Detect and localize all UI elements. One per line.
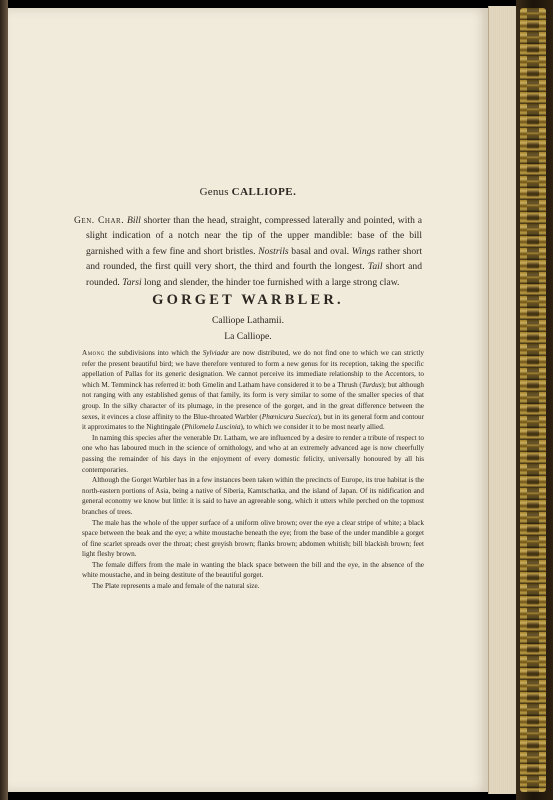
paragraph-classification xyxy=(82,348,424,433)
gen-char-label: Gen. Char. xyxy=(74,215,125,226)
species-title: GORGET WARBLER. xyxy=(152,292,344,308)
paragraph-dedication: In naming this species after the venerable Dr. Latham, we are influenced by a desire to render a tribute of respect to one who has laboured much in the science of ornithology, and who at an extremely advanced age is now cheerfully passing the remainder of his days in the enjoyment of every domestic felicity, universally honoured by all his contemporaries. xyxy=(82,433,424,474)
scientific-name: Calliope Lathamii. xyxy=(212,315,284,326)
paragraph-text: ); but although not ranging with any established genus of that family, its form is very similar to some of the smaller species of that group. In the silky character of its plumage, in the presence of the gorget, and in the great difference between the sexes, it evinces a close affinity to the Blue-throated Warbler ( xyxy=(82,380,424,421)
gen-char-term-tarsi: Tarsi xyxy=(122,276,142,288)
paragraph-plate-note: The Plate represents a male and female of the natural size. xyxy=(92,582,260,591)
body-text xyxy=(82,348,424,592)
taxon-name: Turdus xyxy=(361,380,382,389)
gen-char-text: basal and oval. xyxy=(288,245,352,257)
gen-char-term-wings: Wings xyxy=(351,245,376,257)
taxon-name: Sylviadæ xyxy=(202,349,229,357)
genus-heading xyxy=(8,186,488,198)
gen-char-term-tail: Tail xyxy=(367,261,383,273)
taxon-name: Philomela Luscinia xyxy=(184,423,241,432)
gen-char-text: long and slender, the hinder toe furnished with a large strong claw. xyxy=(141,276,400,288)
paragraph-lead-word: Among xyxy=(82,349,105,357)
left-page-edge xyxy=(0,0,8,800)
paragraph-female-description: The female differs from the male in wanting the black space between the bill and the eye, in the absence of the white moustache, and in being destitute of the beautiful gorget. xyxy=(82,560,424,580)
generic-character xyxy=(74,213,422,290)
genus-prefix: Genus xyxy=(199,186,229,198)
book-page xyxy=(8,8,488,792)
taxon-name: Phœnicura Suecica xyxy=(261,412,318,421)
gilt-pattern xyxy=(527,8,539,792)
page-stack-edges xyxy=(488,6,517,794)
gen-char-text: rather short and rounded, the first quill very short, the third and fourth the longest. xyxy=(86,245,423,273)
paragraph-text: are now distributed, we do not find one to which we can strictly refer the present beautiful bird; we have therefore ventured to form a new genus for its reception, taking the specific appellation of Pallas for its generic designation. We cannot perceive its immediate relationship to the Accentors, to which M. Temminck has referred it: both Gmelin and Latham have considered it to be a Thrush ( xyxy=(82,349,424,389)
paragraph-text: ), but in its general form and contour it approximates to the Nightingale ( xyxy=(82,412,424,432)
gen-char-text: short and rounded. xyxy=(86,261,422,288)
paragraph-text: the subdivisions into which the xyxy=(104,349,203,357)
gen-char-text: shorter than the head, straight, compressed laterally and pointed, with a slight indication of a notch near the tip of the upper mandible: base of the bill garnished with a few fine and short bristles. xyxy=(86,215,422,257)
gen-char-term-bill: Bill xyxy=(126,215,141,226)
page-content xyxy=(8,8,488,792)
gen-char-term-nostrils: Nostrils xyxy=(258,245,289,257)
paragraph-text: ), to which we consider it to be most nearly allied. xyxy=(240,423,385,432)
paragraph-habitat: Although the Gorget Warbler has in a few instances been taken within the precincts of Europe, its true habitat is the north-eastern portions of Asia, being a native of Siberia, Kamtschatka, and the island of Japan. Of its nidification and general economy we know but little: it is said to have an agreeable song, which it utters while perched on the topmost branches of trees. xyxy=(82,476,424,516)
french-name: La Calliope. xyxy=(224,331,272,342)
genus-name: CALLIOPE. xyxy=(231,186,297,198)
paragraph-male-description: The male has the whole of the upper surface of a uniform olive brown; over the eye a clear stripe of white; a black space between the beak and the eye; a white moustache beneath the eye; from the base of the under mandible a gorget of fine scarlet spreads over the throat; chest greyish brown; flanks brown; abdomen whitish; bill blackish brown; feet light fleshy brown. xyxy=(82,518,424,559)
